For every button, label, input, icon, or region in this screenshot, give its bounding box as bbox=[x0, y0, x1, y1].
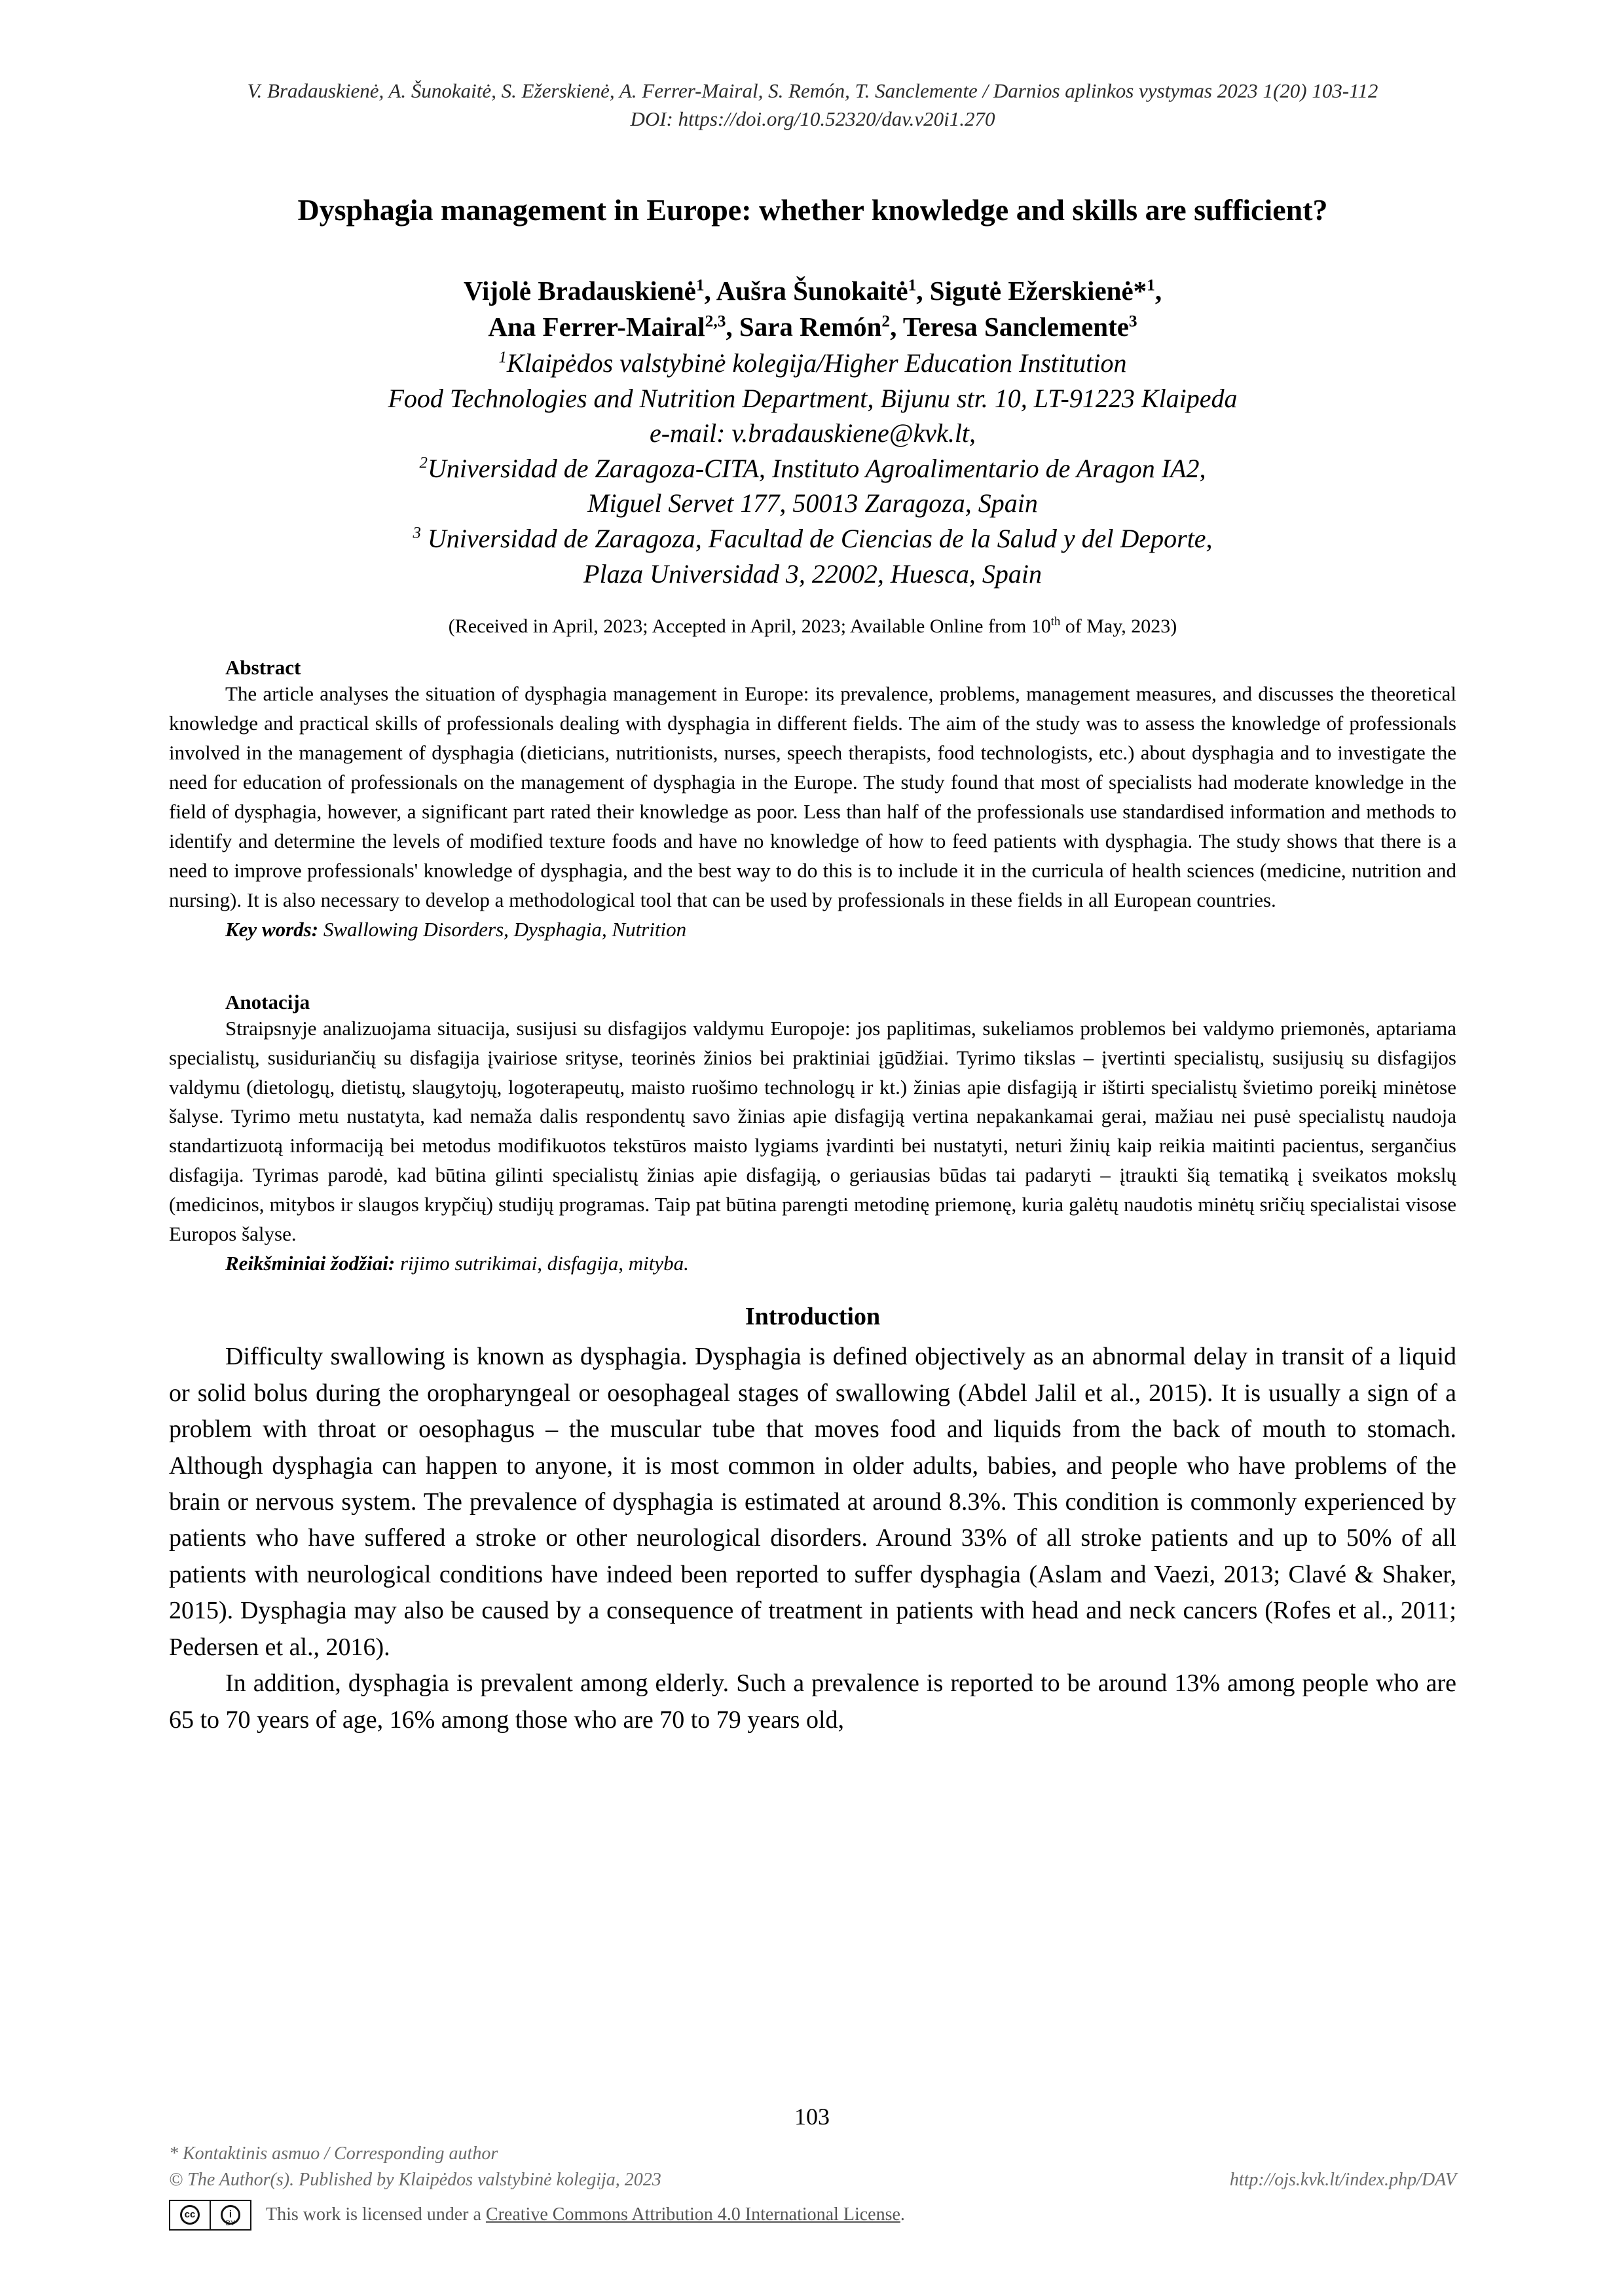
license-link[interactable]: Creative Commons Attribution 4.0 International License bbox=[485, 2204, 900, 2225]
journal-url[interactable]: http://ojs.kvk.lt/index.php/DAV bbox=[1229, 2169, 1456, 2190]
affiliation-marker: 1 bbox=[498, 348, 507, 367]
page-content bbox=[169, 77, 1456, 1738]
license-suffix: . bbox=[900, 2204, 905, 2225]
cc-glyph: cc bbox=[180, 2205, 200, 2225]
introduction-heading: Introduction bbox=[745, 1303, 881, 1331]
license-text bbox=[266, 2202, 905, 2228]
introduction-paragraph-1: Difficulty swallowing is known as dysphagia. Dysphagia is defined objectively as an abnormal delay in transit of a liquid or solid bolus during the oropharyngeal or oesophageal stages of swallowing (Abdel Jalil et al., 2015). It is usually a sign of a problem with throat or oesophagus – the muscular tube that moves food and liquids from the back of mouth to stomach. Although dysphagia can happen to anyone, it is most common in older adults, babies, and people who have problems of the brain or nervous system. The prevalence of dysphagia is estimated at around 8.3%. This condition is commonly experienced by patients who have suffered a stroke or other neurological disorders. Around 33% of all stroke patients and up to 50% of all patients with neurological conditions have indeed been reported to suffer dysphagia (Aslam and Vaezi, 2013; Clavé & Shaker, 2015). Dysphagia may also be caused by a consequence of treatment in patients with head and neck cancers (Rofes et al., 2011; Pedersen et al., 2016). bbox=[169, 1343, 1456, 1661]
page-number: 103 bbox=[794, 2104, 830, 2130]
footer-copyright-row bbox=[169, 2167, 1456, 2193]
cc-by-label: BY bbox=[225, 2219, 236, 2227]
author-line-separator: , bbox=[1154, 276, 1162, 306]
dates-prefix: (Received in April, 2023; Accepted in April, 2023; Available Online from 10 bbox=[448, 615, 1051, 638]
author-affiliation-marker: 1 bbox=[908, 276, 917, 295]
author-affiliation-marker: 2,3 bbox=[705, 311, 726, 330]
creative-commons-icon[interactable] bbox=[169, 2200, 251, 2231]
cc-circle-cell bbox=[170, 2201, 210, 2229]
keywords-lt bbox=[169, 1249, 1456, 1279]
dates-ordinal-suffix: th bbox=[1050, 615, 1061, 629]
cc-by-cell bbox=[210, 2201, 250, 2229]
copyright-note: © The Author(s). Published by Klaipėdos valstybinė kolegija, 2023 bbox=[169, 2169, 661, 2190]
keywords-en bbox=[169, 915, 1456, 945]
publication-dates bbox=[169, 613, 1456, 639]
affiliation-text: Universidad de Zaragoza, Facultad de Ciencias de la Salud y del Deporte, bbox=[420, 524, 1213, 554]
author-name: , Aušra Šunokaitė bbox=[704, 276, 908, 306]
author-line-2 bbox=[169, 309, 1456, 345]
affiliation-address-1: Food Technologies and Nutrition Department, Bijunu str. 10, LT-91223 Klaipeda bbox=[388, 383, 1238, 413]
affiliation-marker: 3 bbox=[413, 524, 421, 542]
keywords-lt-value: rijimo sutrikimai, disfagija, mityba. bbox=[395, 1252, 689, 1275]
article-title: Dysphagia management in Europe: whether knowledge and skills are sufficient? bbox=[297, 192, 1328, 227]
dates-suffix: of May, 2023) bbox=[1060, 615, 1177, 638]
author-name: , Sara Remón bbox=[726, 311, 882, 342]
author-name: Ana Ferrer-Mairal bbox=[488, 311, 705, 342]
introduction-paragraph-2: In addition, dysphagia is prevalent among elderly. Such a prevalence is reported to be around 13% among people who are 65 to 70 years of age, 16% among those who are 70 to 79 years old, bbox=[169, 1669, 1456, 1734]
author-list bbox=[169, 273, 1456, 344]
affiliation-list bbox=[169, 346, 1456, 591]
person-icon: i bbox=[221, 2205, 240, 2225]
page-footer bbox=[169, 2141, 1456, 2231]
license-prefix: This work is licensed under a bbox=[266, 2204, 486, 2225]
author-affiliation-marker: 1 bbox=[695, 276, 705, 295]
abstract-heading: Abstract bbox=[225, 656, 301, 680]
keywords-en-label: Key words: bbox=[225, 917, 319, 941]
author-name: Vijolė Bradauskienė bbox=[463, 276, 696, 306]
affiliation-email[interactable]: e-mail: v.bradauskiene@kvk.lt, bbox=[649, 418, 976, 448]
corresponding-author-note: * Kontaktinis asmuo / Corresponding author bbox=[169, 2143, 498, 2164]
author-name: , Sigutė Ežerskienė* bbox=[916, 276, 1147, 306]
abstract-body: The article analyses the situation of dysphagia management in Europe: its prevalence, problems, management measures, and discusses the theoretical knowledge and practical skills of professionals dealing with dysphagia in different fields. The aim of the study was to assess the knowledge of professionals involved in the management of dysphagia (dieticians, nutritionists, nurses, speech therapists, food technologists, etc.) about dysphagia and to investigate the need for education of professionals on the management of dysphagia in the Europe. The study found that most of specialists had moderate knowledge in the field of dysphagia, however, a significant part rated their knowledge as poor. Less than half of the professionals use standardised information and methods to identify and determine the levels of modified texture foods and have no knowledge of how to feed patients with dysphagia. The study shows that there is a need to improve professionals' knowledge of dysphagia, and the best way to do this is to include it in the curricula of health sciences (medicine, nutrition and nursing). It is also necessary to develop a methodological tool that can be used by professionals in these fields in all European countries. bbox=[169, 682, 1456, 911]
running-head bbox=[169, 77, 1456, 134]
license-row bbox=[169, 2200, 1456, 2231]
keywords-lt-label: Reikšminiai žodžiai: bbox=[225, 1252, 396, 1275]
affiliation-3 bbox=[169, 521, 1456, 556]
running-head-citation: V. Bradauskienė, A. Šunokaitė, S. Ežerskienė, A. Ferrer-Mairal, S. Remón, T. Sanclemente / Darnios aplinkos vystymas 2023 1(20) 103-112 bbox=[247, 79, 1378, 102]
anotacija-body: Straipsnyje analizuojama situacija, susijusi su disfagijos valdymu Europoje: jos paplitimas, sukeliamos problemos bei valdymo priemonės, aptariama specialistų, susiduriančių su disfagija įvairiose srityse, teorinės žinios bei praktiniai įgūdžiai. Tyrimo tikslas – įvertinti specialistų, susijusių su disfagijos valdymu (dietologų, dietistų, slaugytojų, logoterapeutų, maisto ruošimo technologų ir kt.) žinias apie disfagiją ir ištirti specialistų švietimo poreikį minėtose šalyse. Tyrimo metu nustatyta, kad nemaža dalis respondentų savo žinias apie disfagiją vertina nepakankamai gerai, mažiau nei pusė specialistų naudoja standartizuotą informaciją bei metodus modifikuotos tekstūros maisto lygiams įvardinti bei nustatyti, neturi žinių kaip reikia maitinti pacientus, sergančius disfagija. Tyrimas parodė, kad būtina gilinti specialistų žinias apie disfagiją, o geriausias būdas tai padaryti – įtraukti šią tematiką į sveikatos mokslų (medicinos, mitybos ir slaugos krypčių) studijų programas. Taip pat būtina parengti metodinę priemonę, kuria galėtų naudotis minėtų sričių specialistai visose Europos šalyse. bbox=[169, 1016, 1456, 1246]
affiliation-address-3: Plaza Universidad 3, 22002, Huesca, Spain bbox=[583, 558, 1042, 589]
affiliation-marker: 2 bbox=[419, 454, 428, 472]
author-affiliation-marker: 3 bbox=[1128, 311, 1137, 330]
anotacija-heading: Anotacija bbox=[225, 990, 310, 1013]
author-affiliation-marker: 1 bbox=[1147, 276, 1155, 295]
keywords-en-value: Swallowing Disorders, Dysphagia, Nutrition bbox=[318, 917, 687, 941]
author-line-1 bbox=[169, 273, 1456, 309]
affiliation-text: Klaipėdos valstybinė kolegija/Higher Education Institution bbox=[506, 348, 1127, 378]
author-name: , Teresa Sanclemente bbox=[890, 311, 1129, 342]
section-spacer bbox=[169, 945, 1456, 974]
affiliation-address-2: Miguel Servet 177, 50013 Zaragoza, Spain bbox=[587, 488, 1038, 519]
author-affiliation-marker: 2 bbox=[881, 311, 891, 330]
affiliation-1 bbox=[169, 346, 1456, 381]
affiliation-2 bbox=[169, 451, 1456, 486]
doi-line[interactable]: DOI: https://doi.org/10.52320/dav.v20i1.270 bbox=[630, 107, 995, 130]
affiliation-text: Universidad de Zaragoza-CITA, Instituto Agroalimentario de Aragon IA2, bbox=[427, 453, 1206, 483]
